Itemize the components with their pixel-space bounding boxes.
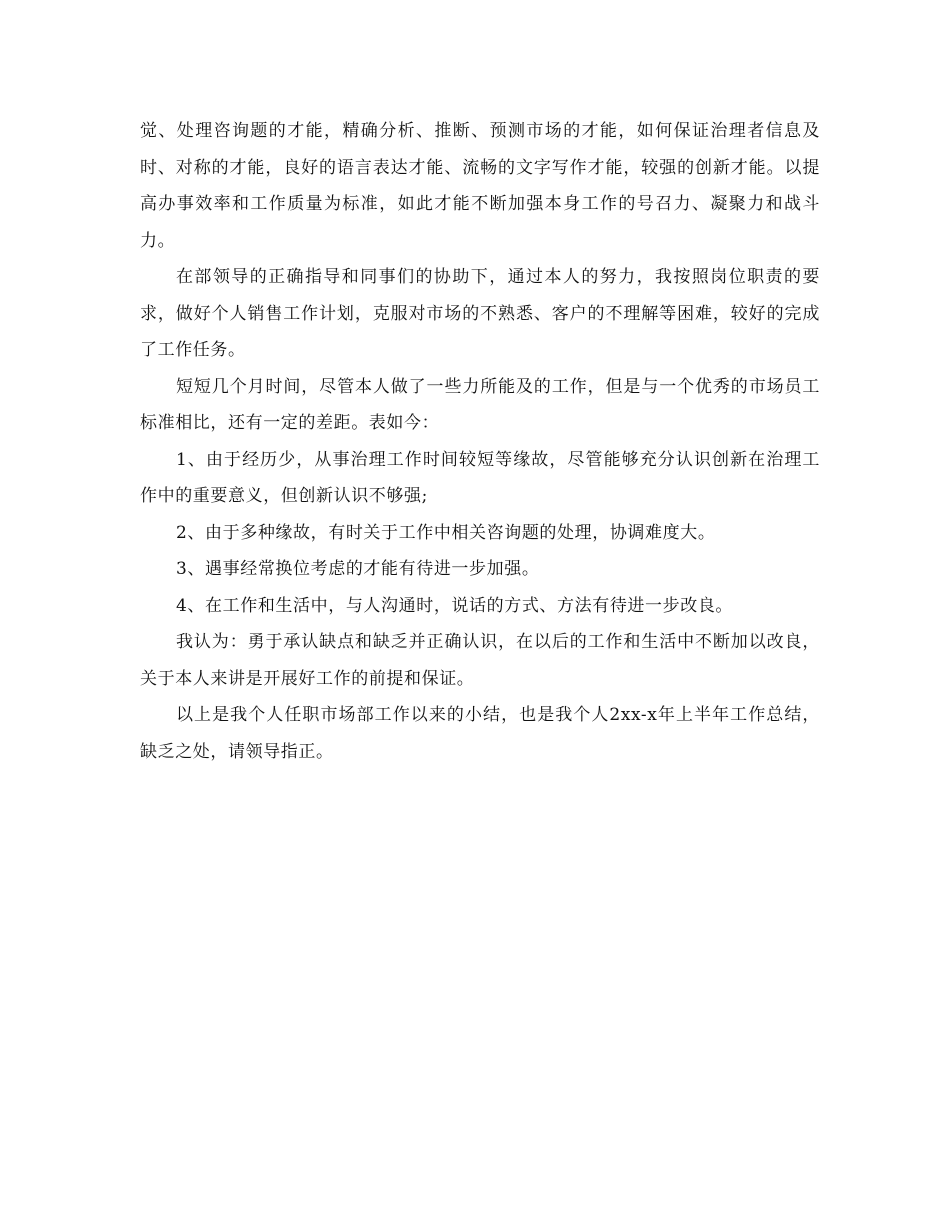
list-item-1: 1、由于经历少，从事治理工作时间较短等缘故，尽管能够充分认识创新在治理工作中的重要意义，但创新认识不够强; bbox=[140, 449, 820, 506]
document-body bbox=[140, 113, 820, 770]
paragraph-closing: 以上是我个人任职市场部工作以来的小结，也是我个人2xx-x年上半年工作总结，缺乏之处，请领导指正。 bbox=[140, 705, 820, 762]
paragraph-1: 觉、处理咨询题的才能，精确分析、推断、预测市场的才能，如何保证治理者信息及时、对称的才能，良好的语言表达才能、流畅的文字写作才能，较强的创新才能。以提高办事效率和工作质量为标准，如此才能不断加强本身工作的号召力、凝聚力和战斗力。 bbox=[140, 121, 820, 251]
list-item-2: 2、由于多种缘故，有时关于工作中相关咨询题的处理，协调难度大。 bbox=[176, 522, 716, 543]
paragraph-3: 短短几个月时间，尽管本人做了一些力所能及的工作，但是与一个优秀的市场员工标准相比，还有一定的差距。表如今： bbox=[140, 376, 820, 433]
paragraph-conclusion: 我认为：勇于承认缺点和缺乏并正确认识，在以后的工作和生活中不断加以改良，关于本人来讲是开展好工作的前提和保证。 bbox=[140, 632, 820, 689]
list-item-3: 3、遇事经常换位考虑的才能有待进一步加强。 bbox=[176, 559, 540, 579]
paragraph-2: 在部领导的正确指导和同事们的协助下，通过本人的努力，我按照岗位职责的要求，做好个人销售工作计划，克服对市场的不熟悉、客户的不理解等困难，较好的完成了工作任务。 bbox=[140, 267, 820, 360]
list-item-4: 4、在工作和生活中，与人沟通时，说话的方式、方法有待进一步改良。 bbox=[176, 595, 734, 616]
